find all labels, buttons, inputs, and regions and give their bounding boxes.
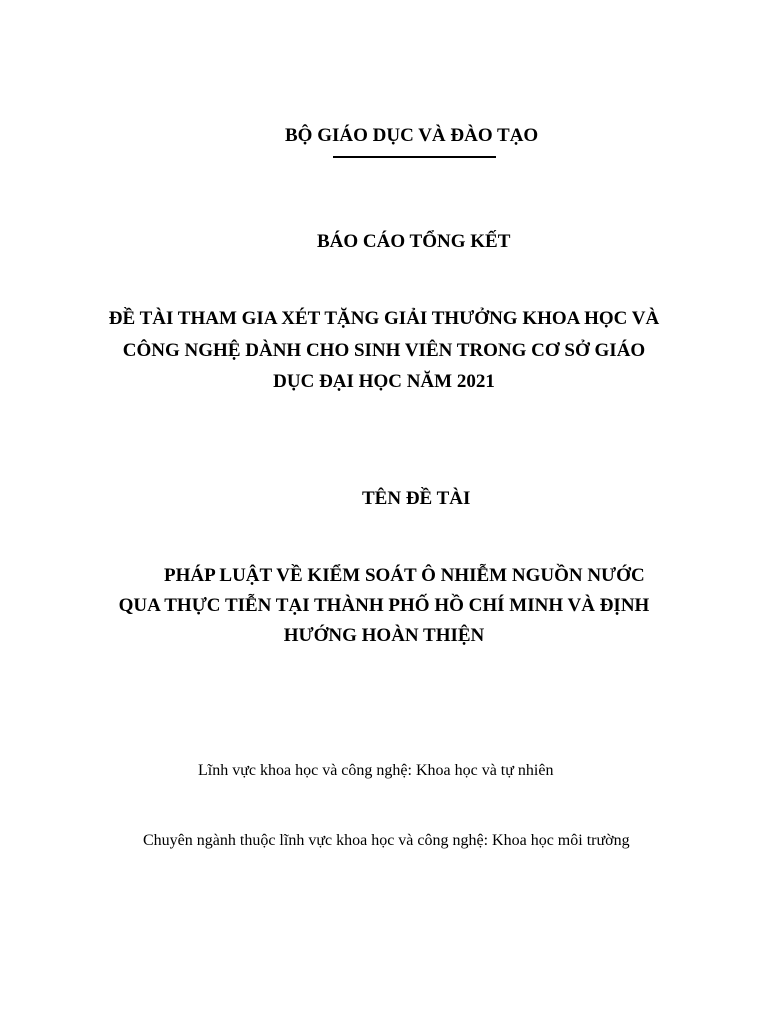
topic-line-3: HƯỚNG HOÀN THIỆN xyxy=(283,625,485,646)
topic-label: TÊN ĐỀ TÀI xyxy=(362,488,471,509)
competition-line-1: ĐỀ TÀI THAM GIA XÉT TẶNG GIẢI THƯỞNG KHOA HỌC VÀ xyxy=(108,308,660,329)
report-title: BÁO CÁO TỔNG KẾT xyxy=(317,231,511,252)
competition-line-3: DỤC ĐẠI HỌC NĂM 2021 xyxy=(273,371,495,392)
topic-line-1: PHÁP LUẬT VỀ KIỂM SOÁT Ô NHIỄM NGUỒN NƯỚC xyxy=(164,565,645,586)
ministry-heading: BỘ GIÁO DỤC VÀ ĐÀO TẠO xyxy=(285,125,539,146)
competition-line-2: CÔNG NGHỆ DÀNH CHO SINH VIÊN TRONG CƠ SỞ GIÁO xyxy=(122,340,646,361)
ministry-underline xyxy=(333,156,496,158)
specialization-text: Chuyên ngành thuộc lĩnh vực khoa học và công nghệ: Khoa học môi trường xyxy=(143,832,630,849)
topic-line-2: QUA THỰC TIỄN TẠI THÀNH PHỐ HỒ CHÍ MINH VÀ ĐỊNH xyxy=(118,595,650,616)
field-text: Lĩnh vực khoa học và công nghệ: Khoa học và tự nhiên xyxy=(198,762,554,779)
